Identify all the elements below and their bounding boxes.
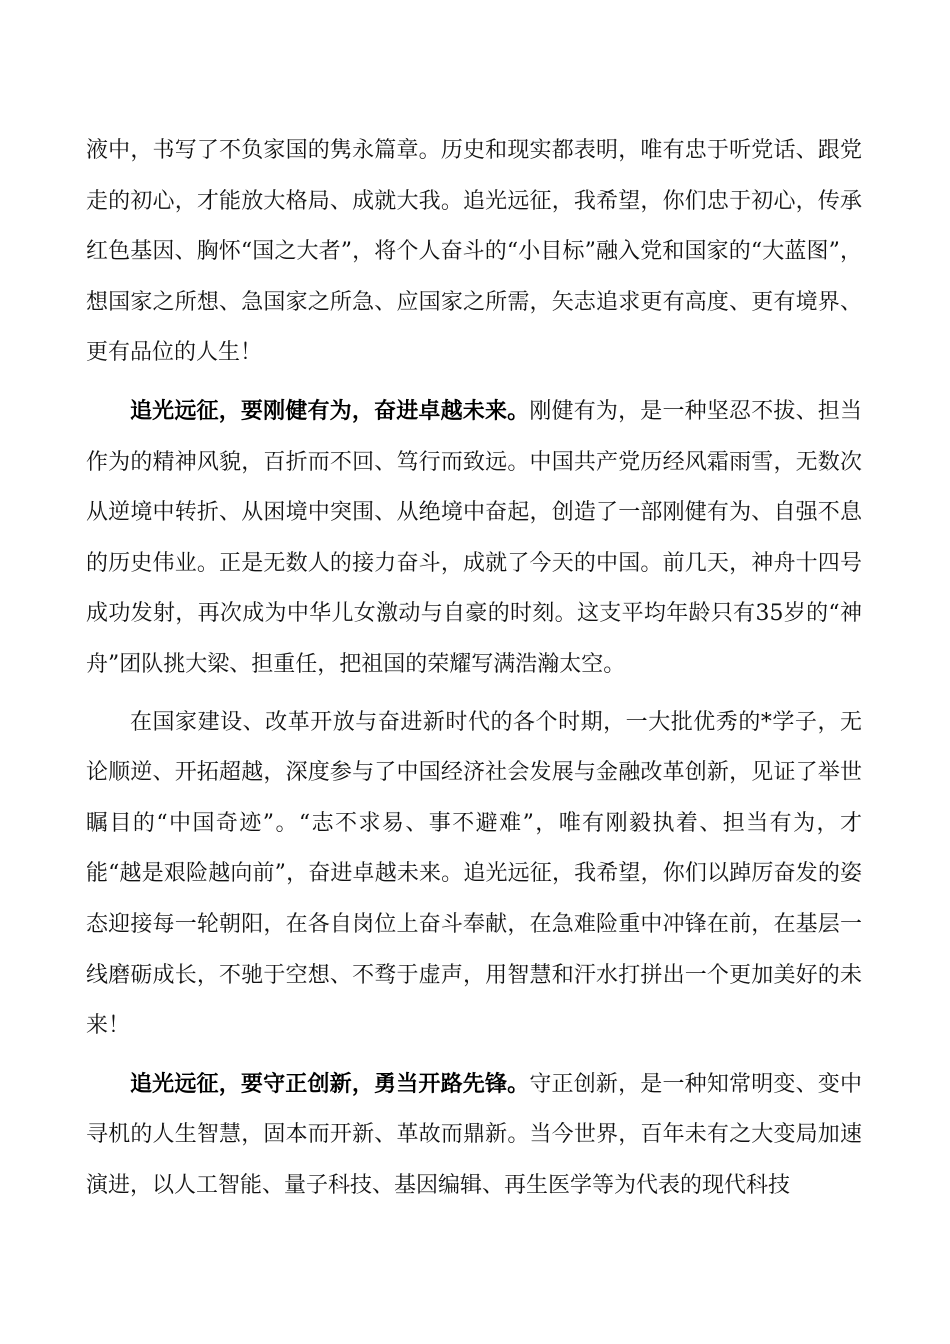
document-page — [86, 126, 862, 1218]
paragraph-2-heading: 追光远征，要刚健有为，奋进卓越未来。 — [130, 397, 530, 424]
paragraph-4-heading: 追光远征，要守正创新，勇当开路先锋。 — [130, 1070, 530, 1097]
paragraph-4 — [86, 1059, 862, 1212]
paragraph-4-body: 守正创新，是一种知常明变、变中寻机的人生智慧，固本而开新、革故而鼎新。当今世界，百年未有之大变局加速演进，以人工智能、量子科技、基因编辑、再生医学等为代表的现代科技 — [86, 1071, 862, 1198]
paragraph-3 — [86, 698, 862, 1052]
paragraph-2-body: 刚健有为，是一种坚忍不拔、担当作为的精神风貌，百折而不回、笃行而致远。中国共产党历经风霜雨雪，无数次从逆境中转折、从困境中突围、从绝境中奋起，创造了一部刚健有为、自强不息的历史伟业。正是无数人的接力奋斗，成就了今天的中国。前几天，神舟十四号成功发射，再次成为中华儿女激动与自豪的时刻。这支平均年龄只有35岁的“神舟”团队挑大梁、担重任，把祖国的荣耀写满浩瀚太空。 — [86, 398, 862, 677]
paragraph-1 — [86, 126, 862, 379]
paragraph-2 — [86, 386, 862, 691]
paragraph-1-body: 液中，书写了不负家国的隽永篇章。历史和现实都表明，唯有忠于听党话、跟党走的初心，才能放大格局、成就大我。追光远征，我希望，你们忠于初心，传承红色基因、胸怀“国之大者”，将个人奋斗的“小目标”融入党和国家的“大蓝图”，想国家之所想、急国家之所急、应国家之所需，矢志追求更有高度、更有境界、更有品位的人生！ — [86, 138, 862, 366]
paragraph-3-body: 在国家建设、改革开放与奋进新时代的各个时期，一大批优秀的*学子，无论顺逆、开拓超越，深度参与了中国经济社会发展与金融改革创新，见证了举世瞩目的“中国奇迹”。“志不求易、事不避难”，唯有刚毅执着、担当有为，才能“越是艰险越向前”，奋进卓越未来。追光远征，我希望，你们以踔厉奋发的姿态迎接每一轮朝阳，在各自岗位上奋斗奉献，在急难险重中冲锋在前，在基层一线磨砺成长，不驰于空想、不骛于虚声，用智慧和汗水打拼出一个更加美好的未来！ — [86, 709, 862, 1039]
